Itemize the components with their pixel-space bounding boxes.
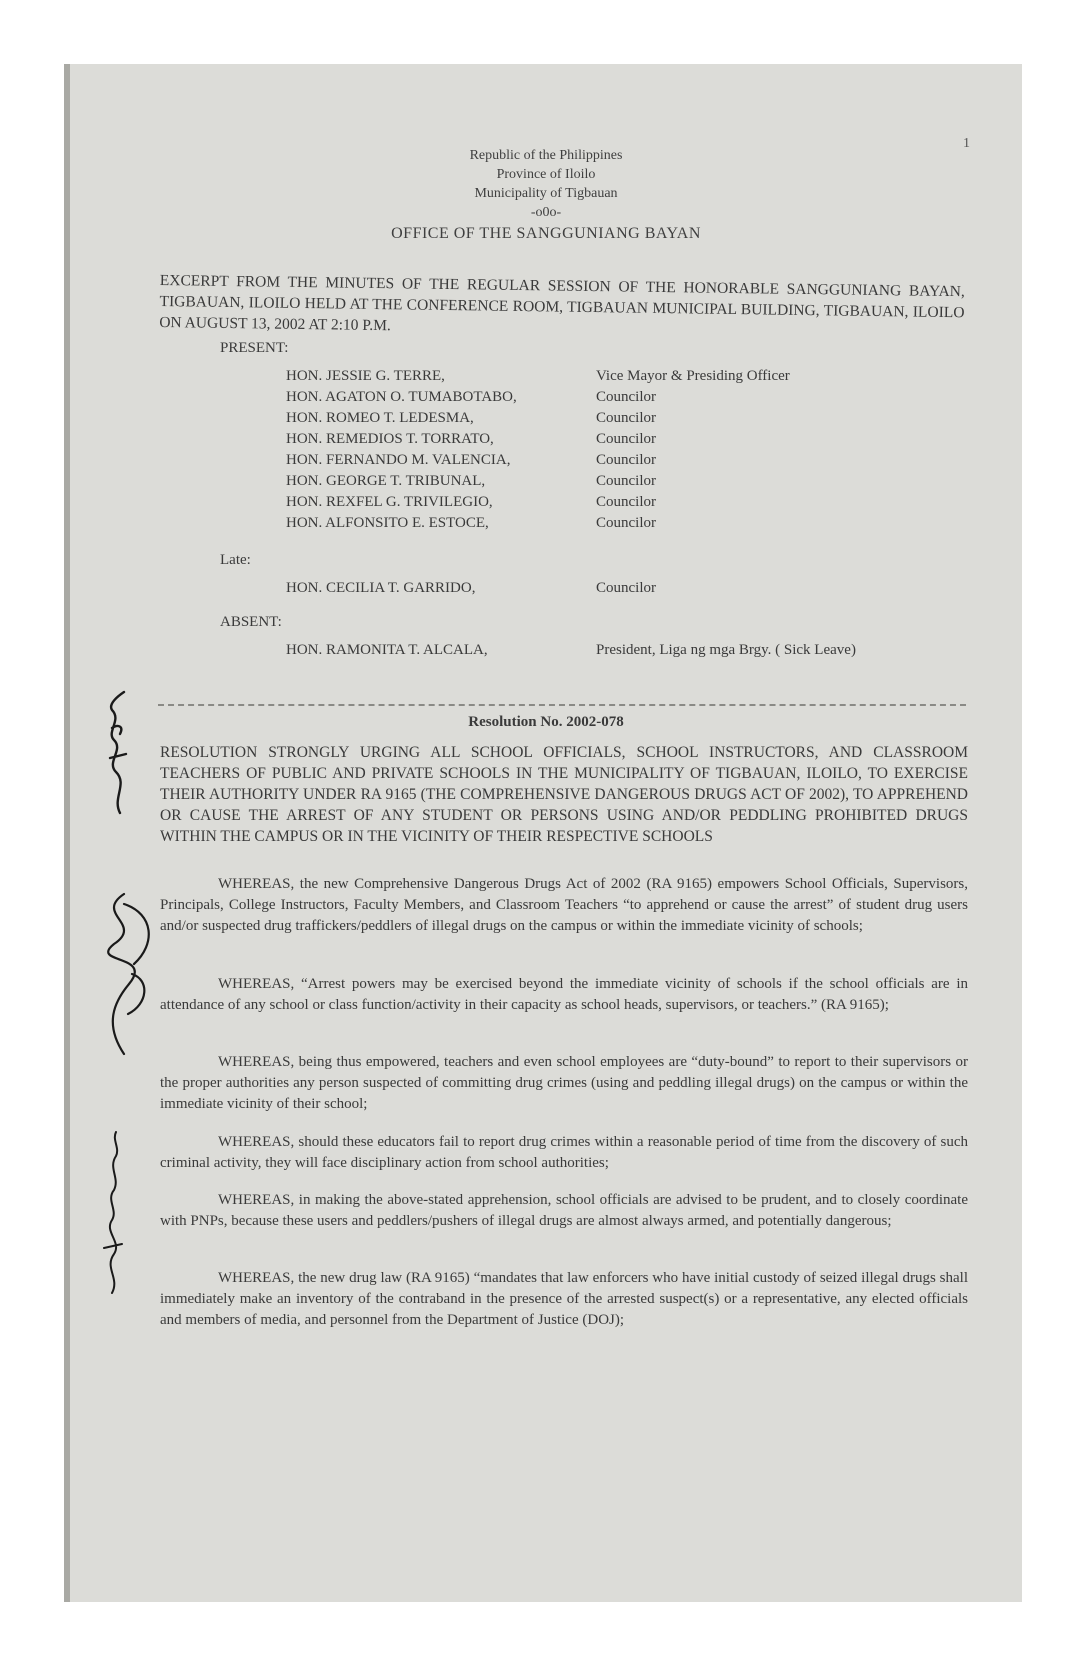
resolution-title: RESOLUTION STRONGLY URGING ALL SCHOOL OFFICIALS, SCHOOL INSTRUCTORS, AND CLASSROOM TEACHERS OF PUBLIC AND PRIVATE SCHOOLS IN THE MUNICIPALITY OF TIGBAUAN, ILOILO, TO EXERCISE THEIR AUTHORITY UNDER RA 9165 (THE COMPREHENSIVE DANGEROUS DRUGS ACT OF 2002), TO APPREHEND OR CAUSE THE ARREST OF ANY STUDENT OR PERSONS USING AND/OR PEDDLING PROHIBITED DRUGS WITHIN THE CAMPUS OR IN THE VICINITY OF THEIR RESPECTIVE SCHOOLS (160, 744, 968, 845)
whereas-clause: WHEREAS, the new Comprehensive Dangerous Drugs Act of 2002 (RA 9165) empowers School Officials, Supervisors, Principals, College Instructors, Faculty Members, and Classroom Teachers “to apprehend or cause the arrest” of student drug users and/or suspected drug traffickers/peddlers of illegal drugs on the campus or within the immediate vicinity of schools; (160, 876, 968, 934)
absent-label: ABSENT: (220, 614, 282, 630)
attendee-row (286, 366, 986, 387)
header-republic: Republic of the Philippines (469, 148, 623, 163)
whereas-clause: WHEREAS, in making the above-stated apprehension, school officials are advised to be prudent, and to closely coordinate with PNPs, because these users and peddlers/pushers of illegal drugs are almost always armed, and potentially dangerous; (160, 1192, 968, 1229)
minutes-excerpt: EXCERPT FROM THE MINUTES OF THE REGULAR SESSION OF THE HONORABLE SANGGUNIANG BAYAN, TIGBAUAN, ILOILO HELD AT THE CONFERENCE ROOM, TIGBAUAN MUNICIPAL BUILDING, TIGBAUAN, ILOILO ON AUGUST 13, 2002 AT 2:10 P.M. (159, 271, 965, 335)
resolution-number: Resolution No. 2002-078 (468, 714, 624, 730)
whereas-clause: WHEREAS, being thus empowered, teachers and even school employees are “duty-bound” to report to their supervisors or the proper authorities any person suspected of committing drug crimes (using and peddling illegal drugs) on the campus or within the immediate vicinity of their school; (160, 1054, 968, 1112)
attendee-row (286, 471, 986, 492)
page-number: 1 (963, 136, 970, 151)
attendee-row (286, 513, 986, 534)
attendee-name: HON. JESSIE G. TERRE, (286, 368, 445, 384)
attendee-name: HON. FERNANDO M. VALENCIA, (286, 452, 511, 468)
attendee-name: HON. AGATON O. TUMABOTABO, (286, 389, 517, 405)
attendee-position: Councilor (596, 389, 656, 405)
whereas-clause: WHEREAS, “Arrest powers may be exercised beyond the immediate vicinity of schools if the school officials are in attendance of any school or class function/activity in their capacity as school heads, supervisors, or teachers.” (RA 9165); (160, 976, 968, 1013)
document-page (64, 64, 1022, 1602)
attendee-name: HON. REXFEL G. TRIVILEGIO, (286, 494, 493, 510)
whereas-clause: WHEREAS, the new drug law (RA 9165) “mandates that law enforcers who have initial custody of seized illegal drugs shall immediately make an inventory of the contraband in the presence of the arrested suspect(s) or a representative, any elected officials and members of media, and personnel from the Department of Justice (DOJ); (160, 1270, 968, 1328)
margin-signature-1 (90, 688, 138, 818)
attendee-position: Councilor (596, 494, 656, 510)
attendee-position: Councilor (596, 452, 656, 468)
attendee-row (286, 450, 986, 471)
header-province: Province of Iloilo (496, 167, 596, 182)
dashed-divider (158, 704, 966, 706)
present-label: PRESENT: (220, 340, 289, 356)
attendee-position: Councilor (596, 515, 656, 531)
attendee-row (286, 387, 986, 408)
attendee-position: Councilor (596, 580, 656, 596)
late-attendee-row (286, 578, 986, 599)
margin-signature-3 (92, 1128, 132, 1298)
attendee-position: Vice Mayor & Presiding Officer (596, 368, 790, 384)
attendee-name: HON. RAMONITA T. ALCALA, (286, 642, 488, 658)
late-label: Late: (220, 552, 251, 568)
attendee-position: Councilor (596, 473, 656, 489)
attendee-row (286, 408, 986, 429)
attendee-position: President, Liga ng mga Brgy. ( Sick Leave) (596, 642, 856, 658)
attendee-position: Councilor (596, 431, 656, 447)
margin-signature-2 (84, 884, 164, 1064)
attendee-row (286, 429, 986, 450)
document-header (70, 146, 1022, 243)
whereas-clause: WHEREAS, should these educators fail to report drug crimes within a reasonable period of time from the discovery of such criminal activity, they will face disciplinary action from school authorities; (160, 1134, 968, 1171)
header-separator: -o0o- (530, 205, 562, 220)
attendee-name: HON. GEORGE T. TRIBUNAL, (286, 473, 486, 489)
attendee-name: HON. ROMEO T. LEDESMA, (286, 410, 474, 426)
attendee-row (286, 492, 986, 513)
attendee-position: Councilor (596, 410, 656, 426)
attendee-name: HON. ALFONSITO E. ESTOCE, (286, 515, 489, 531)
attendee-name: HON. CECILIA T. GARRIDO, (286, 580, 476, 596)
header-office: OFFICE OF THE SANGGUNIANG BAYAN (391, 225, 701, 242)
header-municipality: Municipality of Tigbauan (474, 186, 618, 201)
attendee-name: HON. REMEDIOS T. TORRATO, (286, 431, 494, 447)
absent-member-row (286, 640, 986, 661)
